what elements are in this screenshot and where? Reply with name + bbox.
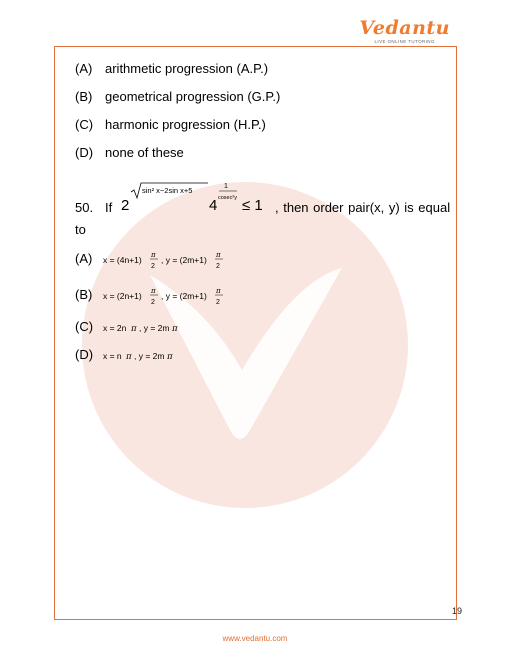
question-inequality (121, 180, 271, 220)
relation: ≤ 1 (242, 197, 263, 214)
option-text: none of these (105, 145, 184, 160)
option-label: (C) (75, 117, 94, 132)
vedantu-watermark-logo (80, 180, 410, 510)
answer-expression (103, 284, 233, 308)
option-label: (B) (75, 89, 93, 104)
base-two: 2 (121, 197, 130, 214)
question-lead: If (105, 200, 113, 215)
previous-option-b (75, 89, 280, 104)
question-continuation: to (75, 222, 86, 237)
previous-option-d (75, 145, 184, 160)
option-text: geometrical progression (G.P.) (105, 89, 281, 104)
answer-label: (B) (75, 287, 93, 303)
option-text: arithmetic progression (A.P.) (105, 61, 269, 76)
svg-text:π: π (130, 323, 137, 334)
previous-option-a (75, 61, 268, 76)
svg-text:x = n: x = n (102, 350, 122, 361)
svg-text:π: π (166, 351, 173, 362)
svg-text:π: π (171, 323, 178, 334)
answer-label: (C) (75, 319, 94, 334)
answer-label: (A) (75, 251, 93, 267)
svg-text:x = (2n+1): x = (2n+1) (102, 291, 142, 301)
svg-text:, y = (2m+1): , y = (2m+1) (160, 255, 207, 265)
base-four: 4 (209, 197, 218, 214)
svg-text:π: π (215, 287, 221, 295)
svg-text:π: π (150, 251, 156, 259)
answer-option-a (75, 248, 233, 272)
svg-text:, y = 2m: , y = 2m (133, 350, 165, 361)
answer-expression (103, 320, 213, 336)
svg-text:π: π (125, 351, 132, 362)
svg-text:π: π (215, 251, 221, 259)
vedantu-logo (359, 18, 450, 44)
exponent-denominator: cosec²y (218, 195, 237, 201)
svg-text:x = (4n+1): x = (4n+1) (102, 255, 142, 265)
svg-text:2: 2 (150, 263, 155, 270)
page-number: 19 (452, 606, 463, 616)
question-number: 50. (75, 200, 94, 215)
question-trail: , then order pair(x, y) is equal (275, 200, 451, 215)
answer-option-d (75, 347, 213, 364)
answer-expression (103, 348, 213, 364)
exponent-numerator: 1 (224, 183, 228, 190)
answer-label: (D) (75, 347, 94, 362)
footer-url[interactable]: www.vedantu.com (222, 634, 288, 643)
answer-option-b (75, 284, 233, 308)
svg-text:2: 2 (215, 299, 220, 306)
svg-text:, y = 2m: , y = 2m (138, 322, 170, 333)
svg-text:π: π (150, 287, 156, 295)
svg-text:x = 2n: x = 2n (102, 322, 127, 333)
svg-text:, y = (2m+1): , y = (2m+1) (160, 291, 207, 301)
previous-option-c (75, 117, 266, 132)
svg-text:2: 2 (215, 263, 220, 270)
answer-option-c (75, 319, 213, 336)
answer-expression (103, 248, 233, 272)
option-text: harmonic progression (H.P.) (105, 117, 266, 132)
option-label: (A) (75, 61, 93, 76)
logo-wordmark: Vedantu (359, 17, 450, 39)
svg-text:2: 2 (150, 299, 155, 306)
option-label: (D) (75, 145, 94, 160)
question-50 (75, 183, 452, 237)
logo-tagline: LIVE ONLINE TUTORING (374, 39, 435, 44)
radicand: sin² x−2sin x+5 (142, 186, 193, 195)
